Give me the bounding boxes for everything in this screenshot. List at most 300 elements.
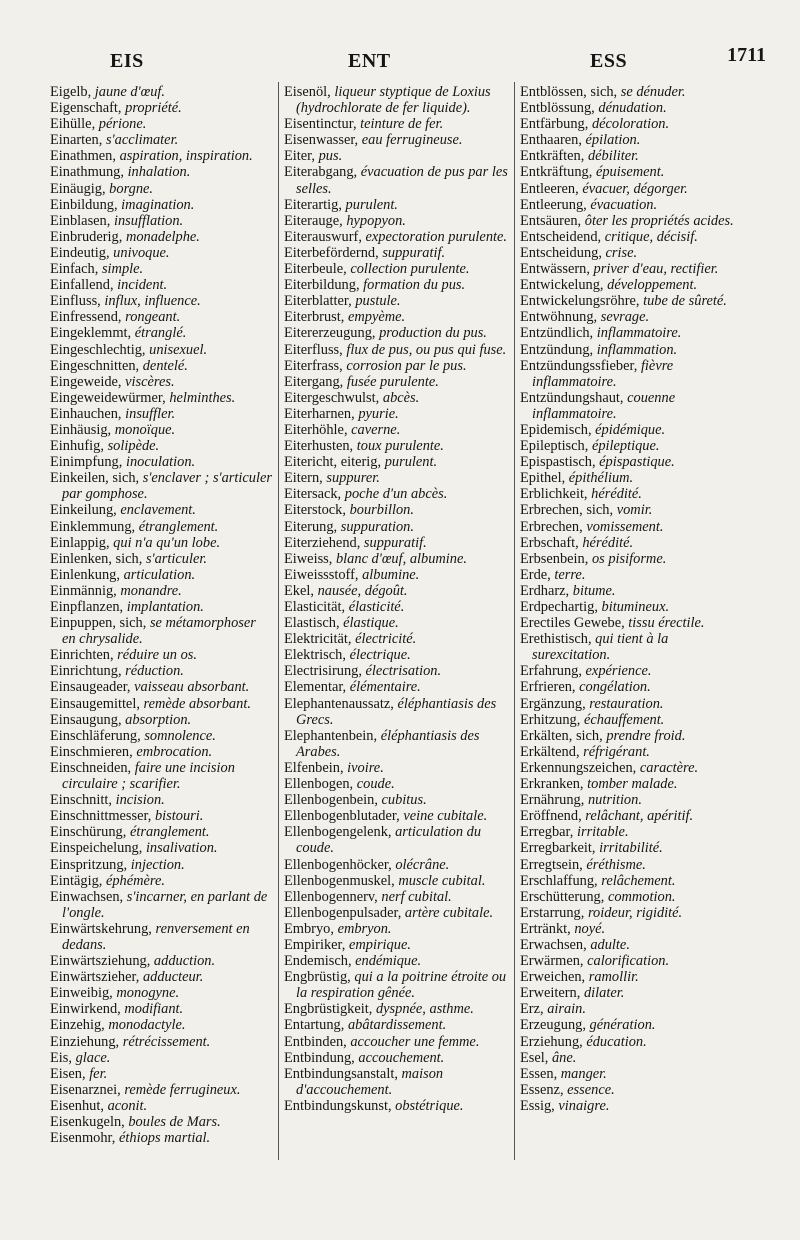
- headword: Ellenbogenblutader,: [284, 808, 400, 825]
- headword: Ellenbogenbein,: [284, 792, 378, 809]
- translation: étranglé.: [134, 325, 187, 342]
- headword: Erde,: [520, 566, 551, 583]
- dictionary-entry: [284, 583, 510, 599]
- headword: Ernährung,: [520, 792, 585, 809]
- translation: étranglement.: [138, 518, 219, 535]
- translation: relâchement.: [601, 872, 676, 889]
- dictionary-entry: [520, 921, 746, 937]
- headword: Erzeugung,: [520, 1017, 586, 1034]
- dictionary-entry: [50, 519, 272, 535]
- dictionary-entry: [284, 422, 510, 438]
- dictionary-entry: [284, 551, 510, 567]
- translation: blanc d'œuf, albumine.: [335, 550, 467, 567]
- translation: empyème.: [347, 309, 406, 326]
- headword: Erblichkeit,: [520, 486, 588, 503]
- dictionary-entry: [520, 486, 746, 502]
- dictionary-entry: [520, 953, 746, 969]
- headword: Erziehung,: [520, 1033, 583, 1050]
- headword: Erdpechartig,: [520, 599, 598, 615]
- dictionary-entry: [520, 679, 746, 695]
- headword: Einkeilen, sich,: [50, 470, 140, 487]
- translation: réfrigérant.: [583, 743, 650, 760]
- translation: vinaigre.: [558, 1097, 610, 1114]
- translation: qui n'a qu'un lobe.: [113, 534, 221, 551]
- dictionary-entry: [50, 808, 272, 824]
- dictionary-entry: [50, 293, 272, 309]
- translation: propriété.: [125, 100, 182, 117]
- headword: Eiterung,: [284, 518, 338, 535]
- dictionary-entry: [50, 679, 272, 695]
- translation: purulent.: [345, 196, 398, 213]
- headword: Erkälten, sich,: [520, 727, 603, 744]
- dictionary-entry: [50, 229, 272, 245]
- headword: Eiterharnen,: [284, 405, 355, 422]
- translation: vomir.: [616, 502, 653, 519]
- translation: épithélium.: [568, 470, 634, 487]
- translation: abcès.: [382, 389, 420, 406]
- translation: os pisiforme.: [591, 550, 667, 567]
- headword: Eintägig,: [50, 872, 103, 889]
- dictionary-entry: [50, 889, 272, 921]
- dictionary-entry: [520, 1098, 746, 1114]
- headword: Essen,: [520, 1065, 558, 1082]
- translation: monogyne.: [116, 985, 180, 1002]
- headword: Entkräftung,: [520, 164, 593, 181]
- headword: Eitergeschwulst,: [284, 389, 380, 406]
- dictionary-entry: [50, 728, 272, 744]
- headword: Einklemmung,: [50, 518, 136, 535]
- dictionary-entry: [284, 824, 510, 856]
- dictionary-entry: [50, 502, 272, 518]
- translation: articulation du coude.: [296, 824, 482, 857]
- translation: remède absorbant.: [143, 695, 251, 712]
- dictionary-entry: [284, 132, 510, 148]
- dictionary-entry: [50, 470, 272, 502]
- headword: Eisentinctur,: [284, 116, 357, 133]
- dictionary-entry: [520, 1017, 746, 1033]
- translation: éthiops martial.: [118, 1130, 211, 1147]
- translation: helminthes.: [169, 389, 236, 406]
- translation: roideur, rigidité.: [587, 904, 683, 921]
- dictionary-entry: [50, 985, 272, 1001]
- dictionary-entry: [50, 744, 272, 760]
- headword: Eisenkugeln,: [50, 1114, 125, 1130]
- dictionary-entry: [284, 969, 510, 1001]
- translation: dyspnée, asthme.: [375, 1001, 474, 1018]
- translation: fièvre inflammatoire.: [532, 357, 674, 390]
- translation: décoloration.: [591, 116, 670, 133]
- headword: Ellenbogenmuskel,: [284, 872, 395, 889]
- dictionary-entry: [520, 342, 746, 358]
- dictionary-entry: [50, 1001, 272, 1017]
- translation: influx, influence.: [104, 293, 201, 310]
- translation: caverne.: [351, 421, 401, 438]
- headword: Erwachsen,: [520, 936, 587, 953]
- dictionary-entry: [50, 873, 272, 889]
- translation: se métamorphoser en chrysalide.: [62, 615, 256, 648]
- translation: enclavement.: [120, 502, 196, 519]
- translation: qui tient à la surexcitation.: [532, 631, 669, 664]
- headword: Einschürung,: [50, 824, 127, 841]
- headword: Eiterstock,: [284, 502, 346, 519]
- translation: borgne.: [109, 180, 154, 197]
- dictionary-entry: [284, 567, 510, 583]
- dictionary-entry: [520, 116, 746, 132]
- headword: Einbruderig,: [50, 228, 123, 245]
- dictionary-entry: [284, 857, 510, 873]
- headword: Entbindung,: [284, 1049, 355, 1066]
- dictionary-entry: [520, 985, 746, 1001]
- dictionary-entry: [50, 647, 272, 663]
- headword: Entscheidend,: [520, 228, 602, 245]
- headword: Einwachsen,: [50, 888, 124, 905]
- headword: Einzehig,: [50, 1017, 105, 1034]
- dictionary-entry: [50, 1098, 272, 1114]
- headword: Eiterfluss,: [284, 341, 343, 358]
- dictionary-entry: [520, 358, 746, 390]
- translation: monodactyle.: [108, 1017, 186, 1034]
- headword: Ellenbogen,: [284, 776, 354, 793]
- translation: fusée purulente.: [346, 373, 439, 390]
- translation: pustule.: [355, 293, 401, 310]
- dictionary-entry: [520, 519, 746, 535]
- dictionary-entry: [284, 905, 510, 921]
- dictionary-entry: [284, 873, 510, 889]
- headword: Eiweiss,: [284, 550, 333, 567]
- translation: coude.: [356, 776, 395, 793]
- dictionary-entry: [50, 309, 272, 325]
- translation: débiliter.: [587, 148, 639, 165]
- headword: Einfach,: [50, 261, 99, 278]
- dictionary-entry: [520, 245, 746, 261]
- dictionary-entry: [50, 1082, 272, 1098]
- headword: Eiweissstoff,: [284, 566, 359, 583]
- dictionary-entry: [50, 1050, 272, 1066]
- translation: vomissement.: [586, 518, 664, 535]
- dictionary-entry: [284, 486, 510, 502]
- translation: monandre.: [120, 582, 182, 599]
- dictionary-entry: [50, 760, 272, 792]
- dictionary-entry: [284, 374, 510, 390]
- dictionary-entry: [284, 808, 510, 824]
- dictionary-entry: [50, 181, 272, 197]
- headword: Eis,: [50, 1049, 72, 1066]
- dictionary-entry: [284, 631, 510, 647]
- dictionary-entry: [284, 728, 510, 760]
- translation: prendre froid.: [606, 727, 686, 744]
- headword: Ellenbogenpulsader,: [284, 904, 402, 921]
- dictionary-entry: [50, 599, 272, 615]
- translation: priver d'eau, rectifier.: [593, 261, 719, 278]
- translation: sevrage.: [600, 309, 650, 326]
- headword: Elephantenaussatz,: [284, 695, 394, 712]
- dictionary-entry: [284, 342, 510, 358]
- translation: aspiration, inspiration.: [119, 148, 253, 165]
- dictionary-entry: [520, 535, 746, 551]
- dictionary-entry: [520, 663, 746, 679]
- dictionary-entry: [520, 744, 746, 760]
- page-number: 1711: [727, 44, 766, 66]
- headword: Einäugig,: [50, 180, 106, 197]
- headword: Erkältend,: [520, 743, 580, 760]
- translation: bourbillon.: [349, 502, 414, 519]
- translation: viscères.: [125, 373, 175, 390]
- translation: pyurie.: [358, 405, 399, 422]
- headword: Einfallend,: [50, 277, 114, 294]
- headword: Eingeschnitten,: [50, 357, 140, 374]
- translation: congélation.: [579, 679, 651, 696]
- headword: Epispastisch,: [520, 454, 596, 471]
- headword: Eiterhusten,: [284, 438, 354, 455]
- headword: Entleerung,: [520, 196, 587, 213]
- headword: Einhauchen,: [50, 405, 122, 422]
- dictionary-entry: [284, 647, 510, 663]
- dictionary-entry: [284, 470, 510, 486]
- translation: dentelé.: [142, 357, 188, 374]
- headword: Eiterbefördernd,: [284, 244, 379, 261]
- translation: articulation.: [123, 566, 196, 583]
- dictionary-entry: [50, 100, 272, 116]
- headword: Eiterfrass,: [284, 357, 343, 374]
- translation: échauffement.: [583, 711, 665, 728]
- dictionary-entry: [284, 889, 510, 905]
- dictionary-entry: [520, 728, 746, 744]
- translation: nutrition.: [587, 792, 642, 809]
- dictionary-entry: [284, 1001, 510, 1017]
- headword: Entwöhnung,: [520, 309, 598, 326]
- translation: insufflation.: [113, 212, 184, 229]
- translation: adduction.: [153, 953, 216, 970]
- headword: Eisenmohr,: [50, 1130, 116, 1147]
- headword: Eingeschlechtig,: [50, 341, 146, 358]
- headword: Ellenbogennerv,: [284, 888, 378, 905]
- translation: éphémère.: [105, 872, 165, 889]
- dictionary-entry: [520, 229, 746, 245]
- translation: évacuation.: [590, 196, 658, 213]
- dictionary-entry: [50, 148, 272, 164]
- translation: épidémique.: [595, 421, 666, 438]
- translation: endémique.: [355, 953, 422, 970]
- dictionary-entry: [520, 1001, 746, 1017]
- translation: inoculation.: [125, 454, 196, 471]
- headword: Entbinden,: [284, 1033, 347, 1050]
- headword: Einspeichelung,: [50, 840, 143, 857]
- headword: Einblasen,: [50, 212, 111, 229]
- translation: caractère.: [639, 759, 699, 776]
- translation: suppuratif.: [363, 534, 427, 551]
- translation: vaisseau absorbant.: [134, 679, 250, 696]
- dictionary-entry: [284, 1034, 510, 1050]
- headword: Einlenkung,: [50, 566, 120, 583]
- translation: veine cubitale.: [403, 808, 488, 825]
- headword: Eiterziehend,: [284, 534, 361, 551]
- dictionary-entry: [284, 406, 510, 422]
- headword: Eiterartig,: [284, 196, 342, 213]
- translation: airain.: [547, 1001, 586, 1018]
- dictionary-entry: [50, 583, 272, 599]
- headword: Erweichen,: [520, 969, 586, 986]
- dictionary-entry: [50, 792, 272, 808]
- headword: Einrichten,: [50, 647, 114, 664]
- translation: pus.: [318, 148, 343, 165]
- headword: Erbschaft,: [520, 534, 579, 551]
- dictionary-entry: [50, 1130, 272, 1146]
- dictionary-entry: [284, 599, 510, 615]
- translation: critique, décisif.: [604, 228, 698, 245]
- dictionary-entry: [520, 1034, 746, 1050]
- headword: Einrichtung,: [50, 663, 122, 680]
- dictionary-entry: [50, 390, 272, 406]
- dictionary-entry: [520, 1066, 746, 1082]
- translation: essence.: [567, 1081, 615, 1098]
- translation: électricité.: [355, 631, 417, 648]
- translation: hérédité.: [582, 534, 634, 551]
- translation: unisexuel.: [149, 341, 208, 358]
- dictionary-entry: [50, 422, 272, 438]
- headword: Eiterbeule,: [284, 261, 347, 278]
- translation: suppuratif.: [382, 244, 446, 261]
- dictionary-entry: [284, 535, 510, 551]
- translation: étranglement.: [129, 824, 210, 841]
- headword: Einathmung,: [50, 164, 124, 181]
- dictionary-entry: [284, 293, 510, 309]
- headword: Essig,: [520, 1097, 555, 1114]
- header-right: ESS: [590, 50, 628, 72]
- translation: nausée, dégoût.: [317, 582, 408, 599]
- headword: Entartung,: [284, 1017, 345, 1034]
- translation: absorption.: [125, 711, 192, 728]
- translation: tomber malade.: [587, 776, 678, 793]
- headword: Erkennungszeichen,: [520, 759, 637, 776]
- headword: Epidemisch,: [520, 421, 592, 438]
- headword: Entzündlich,: [520, 325, 594, 342]
- translation: épuisement.: [595, 164, 665, 181]
- dictionary-entry: [50, 197, 272, 213]
- dictionary-entry: [520, 792, 746, 808]
- translation: olécrâne.: [395, 856, 450, 873]
- dictionary-entry: [520, 438, 746, 454]
- dictionary-entry: [284, 760, 510, 776]
- headword: Einschläferung,: [50, 727, 141, 744]
- headword: Entleeren,: [520, 180, 579, 197]
- dictionary-entry: [50, 132, 272, 148]
- dictionary-entry: [520, 905, 746, 921]
- headword: Entfärbung,: [520, 116, 589, 133]
- dictionary-entry: [284, 502, 510, 518]
- headword: Ekel,: [284, 582, 314, 599]
- dictionary-entry: [520, 808, 746, 824]
- dictionary-entry: [50, 116, 272, 132]
- translation: développement.: [607, 277, 698, 294]
- translation: aconit.: [107, 1097, 148, 1114]
- headword: Entbindungskunst,: [284, 1097, 392, 1114]
- translation: monadelphe.: [125, 228, 200, 245]
- dictionary-entry: [520, 857, 746, 873]
- translation: monoïque.: [114, 421, 176, 438]
- headword: Erweitern,: [520, 985, 581, 1002]
- translation: suppuration.: [340, 518, 414, 535]
- headword: Einschmieren,: [50, 743, 133, 760]
- headword: Erstarrung,: [520, 904, 585, 921]
- headword: Eingeweidewürmer,: [50, 389, 166, 406]
- headword: Eiter,: [284, 148, 315, 165]
- headword: Eiterauge,: [284, 212, 343, 229]
- headword: Einsaugemittel,: [50, 695, 140, 712]
- translation: incident.: [117, 277, 168, 294]
- headword: Eiterauswurf,: [284, 228, 362, 245]
- headword: Erregbar,: [520, 824, 574, 841]
- headword: Entzündungssfieber,: [520, 357, 638, 374]
- dictionary-entry: [284, 277, 510, 293]
- translation: évacuer, dégorger.: [582, 180, 688, 197]
- translation: insuffler.: [125, 405, 176, 422]
- dictionary-entry: [284, 390, 510, 406]
- headword: Eiterblatter,: [284, 293, 352, 310]
- headword: Eigenschaft,: [50, 100, 122, 117]
- translation: remède ferrugineux.: [124, 1081, 241, 1098]
- translation: eau ferrugineuse.: [361, 132, 463, 149]
- dictionary-entry: [284, 1066, 510, 1098]
- headword: Entblössung,: [520, 100, 595, 117]
- translation: purulent.: [384, 454, 438, 471]
- translation: obstétrique.: [395, 1097, 464, 1114]
- headword: Elektrisch,: [284, 647, 346, 664]
- dictionary-entry: [284, 309, 510, 325]
- translation: liqueur styptique de Loxius (hydrochlorate de fer liquide).: [296, 84, 491, 117]
- headword: Einarten,: [50, 132, 103, 149]
- translation: expectoration purulente.: [365, 228, 507, 245]
- translation: crise.: [605, 244, 638, 261]
- dictionary-entry: [50, 406, 272, 422]
- dictionary-entry: [520, 840, 746, 856]
- translation: rétrécissement.: [122, 1033, 211, 1050]
- dictionary-entry: [284, 84, 510, 116]
- translation: couenne inflammatoire.: [532, 389, 676, 422]
- translation: accouchement.: [358, 1049, 445, 1066]
- translation: incision.: [115, 792, 165, 809]
- translation: suppurer.: [326, 470, 380, 487]
- headword: Ellenbogengelenk,: [284, 824, 392, 841]
- dictionary-entry: [50, 824, 272, 840]
- headword: Erz,: [520, 1001, 544, 1018]
- headword: Eiterhöhle,: [284, 421, 348, 438]
- translation: commotion.: [607, 888, 676, 905]
- dictionary-entry: [520, 712, 746, 728]
- dictionary-entry: [284, 792, 510, 808]
- translation: maison d'accouchement.: [296, 1065, 444, 1098]
- translation: glace.: [75, 1049, 111, 1066]
- translation: irritable.: [576, 824, 629, 841]
- dictionary-entry: [284, 261, 510, 277]
- headword: Elementar,: [284, 679, 347, 696]
- headword: Erethistisch,: [520, 631, 592, 648]
- dictionary-entry: [284, 663, 510, 679]
- dictionary-entry: [284, 213, 510, 229]
- translation: simple.: [101, 261, 144, 278]
- dictionary-entry: [520, 696, 746, 712]
- translation: univoque.: [113, 244, 170, 261]
- dictionary-entry: [284, 1017, 510, 1033]
- dictionary-entry: [50, 969, 272, 985]
- column-divider: [278, 82, 279, 1160]
- headword: Erwärmen,: [520, 953, 584, 970]
- dictionary-entry: [520, 390, 746, 422]
- headword: Eisenwasser,: [284, 132, 359, 149]
- translation: s'articuler.: [145, 550, 207, 567]
- dictionary-entry: [284, 164, 510, 196]
- headword: Eingeklemmt,: [50, 325, 132, 342]
- headword: Entscheidung,: [520, 244, 602, 261]
